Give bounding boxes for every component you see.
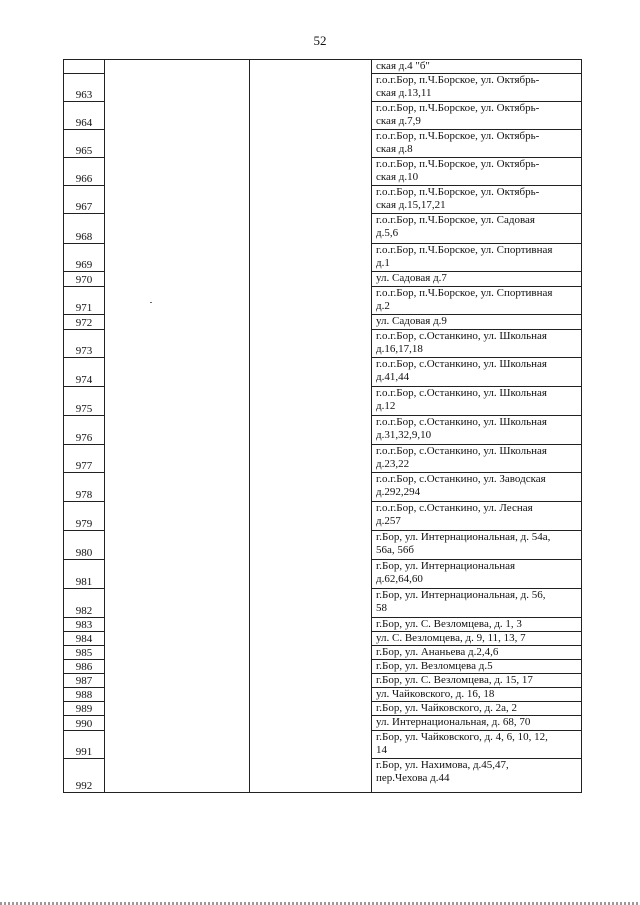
address-cell: г.о.г.Бор, с.Останкино, ул. Школьная д.16,17,18 (372, 330, 581, 358)
row-number: 974 (64, 358, 105, 387)
table-row (64, 473, 581, 502)
row-number: 989 (64, 702, 105, 716)
address-cell: ул. Садовая д.7 (372, 272, 581, 287)
address-cell: г.о.г.Бор, с.Останкино, ул. Школьная д.31,32,9,10 (372, 416, 581, 445)
row-number (64, 60, 105, 74)
address-cell: ул. Чайковского, д. 16, 18 (372, 688, 581, 702)
table-row (64, 214, 581, 244)
empty-cell (250, 60, 372, 74)
empty-cell (250, 632, 372, 646)
table-row (64, 74, 581, 102)
empty-cell (250, 315, 372, 330)
empty-cell (250, 589, 372, 618)
empty-cell (250, 660, 372, 674)
address-cell: г.Бор, ул. Интернациональная, д. 56, 58 (372, 589, 581, 618)
row-number: 964 (64, 102, 105, 130)
address-cell: г.Бор, ул. Интернациональная д.62,64,60 (372, 560, 581, 589)
empty-cell (105, 531, 250, 560)
address-cell: г.о.г.Бор, с.Останкино, ул. Школьная д.12 (372, 387, 581, 416)
table-row (64, 102, 581, 130)
table-row (64, 716, 581, 731)
address-cell: г.Бор, ул. Интернациональная, д. 54а, 56а, 56б (372, 531, 581, 560)
address-cell: ская д.4 "б" (372, 60, 581, 74)
row-number: 965 (64, 130, 105, 158)
address-cell: г.о.г.Бор, с.Останкино, ул. Школьная д.41,44 (372, 358, 581, 387)
empty-cell (250, 502, 372, 531)
empty-cell (105, 272, 250, 287)
empty-cell (250, 716, 372, 731)
empty-cell (250, 416, 372, 445)
empty-cell (250, 158, 372, 186)
address-cell: ул. Интернациональная, д. 68, 70 (372, 716, 581, 731)
table-row (64, 416, 581, 445)
empty-cell (105, 716, 250, 731)
address-cell: г.Бор, ул. Чайковского, д. 2а, 2 (372, 702, 581, 716)
empty-cell (105, 646, 250, 660)
row-number: 981 (64, 560, 105, 589)
row-number: 978 (64, 473, 105, 502)
page-number: 52 (313, 33, 327, 48)
empty-cell (105, 244, 250, 272)
empty-cell (105, 358, 250, 387)
scan-speck (150, 302, 152, 303)
row-number: 991 (64, 731, 105, 759)
table-row (64, 330, 581, 358)
empty-cell (105, 102, 250, 130)
row-number: 970 (64, 272, 105, 287)
empty-cell (250, 618, 372, 632)
empty-cell (105, 330, 250, 358)
empty-cell (105, 660, 250, 674)
row-number: 984 (64, 632, 105, 646)
empty-cell (250, 531, 372, 560)
table-row (64, 60, 581, 74)
row-number: 973 (64, 330, 105, 358)
empty-cell (250, 445, 372, 473)
empty-cell (250, 387, 372, 416)
address-cell: г.о.г.Бор, с.Останкино, ул. Заводская д.292,294 (372, 473, 581, 502)
table-row (64, 731, 581, 759)
empty-cell (105, 502, 250, 531)
row-number: 963 (64, 74, 105, 102)
empty-cell (250, 330, 372, 358)
table-row (64, 560, 581, 589)
table-row (64, 674, 581, 688)
address-cell: г.о.г.Бор, п.Ч.Борское, ул. Спортивная д.1 (372, 244, 581, 272)
empty-cell (105, 618, 250, 632)
row-number: 967 (64, 186, 105, 214)
empty-cell (105, 186, 250, 214)
empty-cell (250, 731, 372, 759)
table-row (64, 186, 581, 214)
empty-cell (105, 387, 250, 416)
empty-cell (250, 759, 372, 793)
address-cell: г.Бор, ул. Ананьева д.2,4,6 (372, 646, 581, 660)
row-number: 966 (64, 158, 105, 186)
row-number: 988 (64, 688, 105, 702)
address-cell: г.о.г.Бор, п.Ч.Борское, ул. Садовая д.5,6 (372, 214, 581, 244)
empty-cell (105, 416, 250, 445)
empty-cell (105, 74, 250, 102)
address-cell: ул. С. Везломцева, д. 9, 11, 13, 7 (372, 632, 581, 646)
table-row (64, 632, 581, 646)
table-row (64, 688, 581, 702)
address-cell: г.о.г.Бор, п.Ч.Борское, ул. Октябрь- ская д.15,17,21 (372, 186, 581, 214)
row-number: 968 (64, 214, 105, 244)
empty-cell (250, 358, 372, 387)
empty-cell (250, 244, 372, 272)
row-number: 987 (64, 674, 105, 688)
row-number: 969 (64, 244, 105, 272)
empty-cell (250, 560, 372, 589)
address-table (63, 59, 582, 793)
address-cell: г.Бор, ул. С. Везломцева, д. 15, 17 (372, 674, 581, 688)
empty-cell (105, 287, 250, 315)
empty-cell (250, 473, 372, 502)
table-row (64, 589, 581, 618)
table-row (64, 358, 581, 387)
empty-cell (105, 632, 250, 646)
address-cell: г.Бор, ул. С. Везломцева, д. 1, 3 (372, 618, 581, 632)
empty-cell (105, 158, 250, 186)
empty-cell (105, 589, 250, 618)
empty-cell (250, 272, 372, 287)
table-row (64, 702, 581, 716)
empty-cell (105, 560, 250, 589)
address-cell: г.Бор, ул. Везломцева д.5 (372, 660, 581, 674)
address-cell: г.Бор, ул. Нахимова, д.45,47, пер.Чехова д.44 (372, 759, 581, 793)
row-number: 982 (64, 589, 105, 618)
empty-cell (250, 74, 372, 102)
empty-cell (105, 731, 250, 759)
table-row (64, 646, 581, 660)
table-row (64, 531, 581, 560)
empty-cell (250, 702, 372, 716)
table-row (64, 244, 581, 272)
empty-cell (105, 60, 250, 74)
empty-cell (250, 646, 372, 660)
address-cell: г.о.г.Бор, п.Ч.Борское, ул. Октябрь- ская д.7,9 (372, 102, 581, 130)
empty-cell (105, 214, 250, 244)
empty-cell (250, 674, 372, 688)
empty-cell (105, 759, 250, 793)
row-number: 976 (64, 416, 105, 445)
row-number: 986 (64, 660, 105, 674)
row-number: 972 (64, 315, 105, 330)
row-number: 979 (64, 502, 105, 531)
table-row (64, 158, 581, 186)
table-row (64, 387, 581, 416)
row-number: 975 (64, 387, 105, 416)
table-row (64, 445, 581, 473)
empty-cell (250, 214, 372, 244)
row-number: 977 (64, 445, 105, 473)
empty-cell (105, 445, 250, 473)
address-cell: г.о.г.Бор, п.Ч.Борское, ул. Октябрь- ская д.8 (372, 130, 581, 158)
address-cell: г.о.г.Бор, п.Ч.Борское, ул. Октябрь- ская д.10 (372, 158, 581, 186)
empty-cell (250, 287, 372, 315)
address-cell: г.Бор, ул. Чайковского, д. 4, 6, 10, 12, 14 (372, 731, 581, 759)
empty-cell (105, 315, 250, 330)
empty-cell (250, 688, 372, 702)
address-cell: г.о.г.Бор, п.Ч.Борское, ул. Спортивная д.2 (372, 287, 581, 315)
empty-cell (105, 130, 250, 158)
row-number: 990 (64, 716, 105, 731)
empty-cell (250, 130, 372, 158)
empty-cell (250, 186, 372, 214)
table-row (64, 759, 581, 793)
row-number: 983 (64, 618, 105, 632)
address-cell: г.о.г.Бор, п.Ч.Борское, ул. Октябрь- ская д.13,11 (372, 74, 581, 102)
address-cell: ул. Садовая д.9 (372, 315, 581, 330)
table-row (64, 618, 581, 632)
row-number: 980 (64, 531, 105, 560)
row-number: 985 (64, 646, 105, 660)
table-row (64, 272, 581, 287)
empty-cell (250, 102, 372, 130)
address-cell: г.о.г.Бор, с.Останкино, ул. Школьная д.23,22 (372, 445, 581, 473)
empty-cell (105, 702, 250, 716)
table-row (64, 502, 581, 531)
table-row (64, 130, 581, 158)
empty-cell (105, 688, 250, 702)
table-row (64, 660, 581, 674)
address-cell: г.о.г.Бор, с.Останкино, ул. Лесная д.257 (372, 502, 581, 531)
empty-cell (105, 674, 250, 688)
empty-cell (105, 473, 250, 502)
table-row (64, 315, 581, 330)
row-number: 971 (64, 287, 105, 315)
row-number: 992 (64, 759, 105, 793)
table-row (64, 287, 581, 315)
